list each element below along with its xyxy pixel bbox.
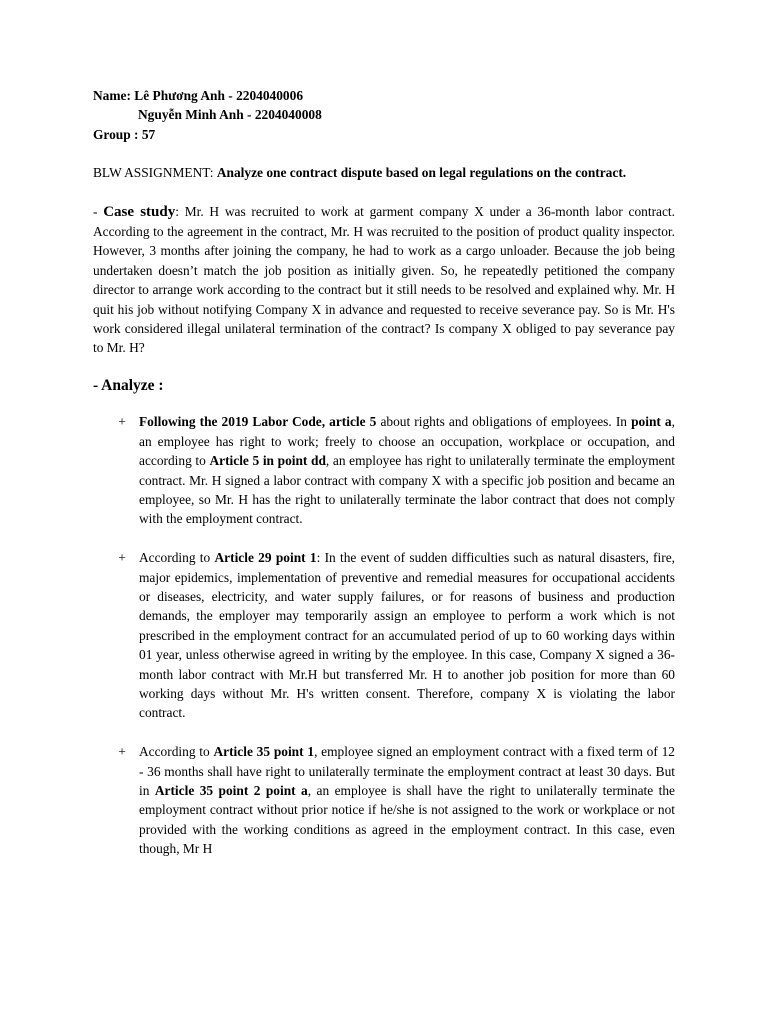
group-label: Group : 57 (93, 126, 156, 142)
bullet2-bold-1: Article 29 point 1 (214, 550, 317, 566)
bullet3-bold-1: Article 35 point 1 (213, 744, 315, 760)
spacer (93, 144, 675, 163)
name-line (93, 86, 675, 105)
plus-bullet-icon: + (118, 414, 126, 430)
bullet2-text-1: : In the event of sudden difficulties such as natural disasters, fire, major epidemics, implementation of preventive and remedial measures for occupational accidents or diseases, electricity, and water supply failures, or for reasons of business and production demands, the employer may temporarily assign an employee to perform a work which is not prescribed in the employment contract for an accumulated period of up to 60 working days within 01 year, unless otherwise agreed in writing by the employee. In this case, Company X signed a 36-month labor contract with Mr.H but transferred Mr. H to another job position for more than 60 working days without Mr. H's written consent. Therefore, company X is violating the labor contract. (139, 550, 675, 721)
list-item (93, 548, 675, 723)
bullet1-text-1: about rights and obligations of employees. In (376, 414, 632, 430)
assignment-colon: : (209, 165, 214, 181)
case-study-label: Case study (103, 203, 176, 220)
bullet1-bold-1: Following the 2019 Labor Code, article 5 (139, 414, 377, 430)
student-2: Nguyễn Minh Anh - 2204040008 (138, 107, 322, 123)
case-study-dash: - (93, 203, 104, 219)
bullet1-bold-2: point a (631, 414, 672, 430)
plus-bullet-icon: + (118, 550, 126, 566)
bullet2-text-0: According to (139, 550, 215, 566)
name-label: Name: (93, 88, 131, 103)
student-2-line (93, 105, 675, 124)
student-header (93, 86, 675, 144)
group-line (93, 125, 675, 144)
bullet3-bold-2: Article 35 point 2 point a (154, 782, 308, 798)
bullet3-text-0: According to (139, 744, 214, 760)
spacer (93, 183, 675, 202)
student-1: Lê Phương Anh - 2204040006 (134, 88, 304, 103)
case-study-text: : Mr. H was recruited to work at garment company X under a 36-month labor contract. According to the agreement in the contract, Mr. H was recruited to the position of product quality inspector. However, 3 months after joining the company, he had to work as a cargo unloader. Because the job being undertaken doesn’t match the job position as initially given. So, he repeatedly petitioned the company director to arrange work according to the contract but it still needs to be resolved and explained why. Mr. H quit his job without notifying Company X in advance and requested to receive severance pay. So is Mr. H's work considered illegal unilateral termination of the contract? Is company X obliged to pay severance pay to Mr. H? (93, 203, 675, 356)
bullet1-text-3: , an employee has right to unilaterally terminate the employment contract. Mr. H signed a labor contract with company X with a specific job position and became an employee, so Mr. H has the right to unilaterally terminate the labor contract that does not comply with the employment contract. (139, 453, 676, 527)
list-item (93, 412, 675, 528)
bullet3-text-2: , an employee is shall have the right to unilaterally terminate the employment contract without prior notice if he/she is not assigned to the work or workplace or not provided with the working conditions as agreed in the employment contract. In this case, even though, Mr H (139, 782, 676, 857)
bullet1-text-2: , an employee has right to work; freely to choose an occupation, workplace or occupation, and according to (139, 414, 675, 469)
bullet1-bold-3: Article 5 in point dd (209, 453, 326, 469)
assignment-title (93, 163, 675, 182)
assignment-text: Analyze one contract dispute based on legal regulations on the contract. (216, 165, 627, 181)
analysis-list (93, 412, 675, 858)
analyze-heading: - Analyze : (93, 376, 164, 394)
plus-bullet-icon: + (118, 744, 126, 760)
document-page (93, 86, 675, 878)
list-item (93, 742, 675, 858)
assignment-label: BLW ASSIGNMENT (93, 165, 210, 181)
case-study-paragraph (93, 202, 675, 358)
bullet3-text-1: , employee signed an employment contract with a fixed term of 12 - 36 months shall have right to unilaterally terminate the employment contract at least 30 days. But in (139, 744, 675, 798)
